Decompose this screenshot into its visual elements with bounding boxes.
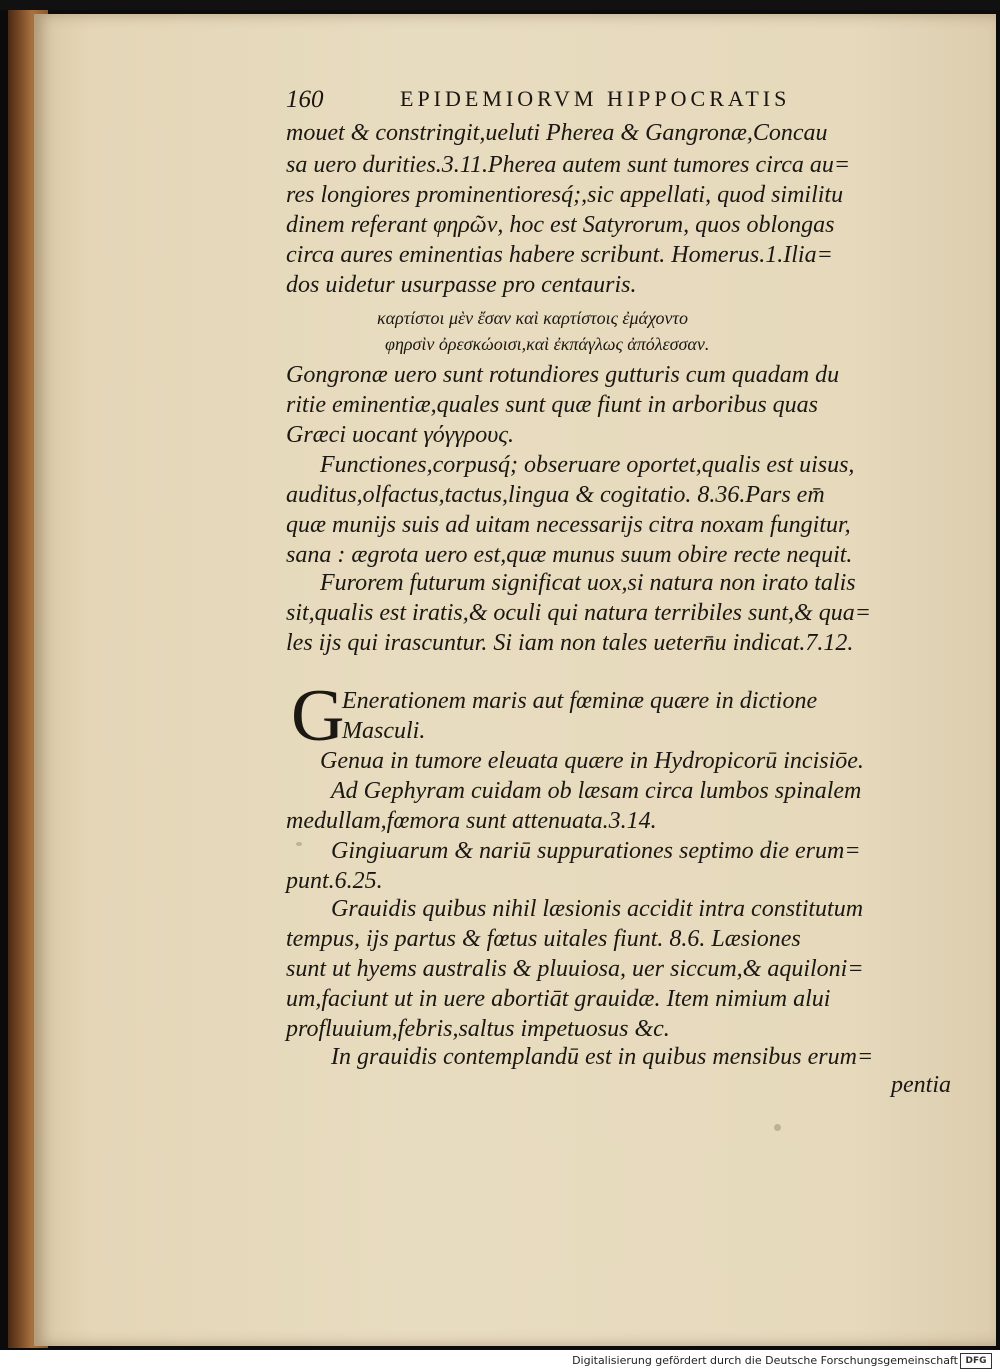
text-line: Genua in tumore eleuata quære in Hydropicorū incisiōe. <box>320 748 864 774</box>
text-line: Ad Gephyram cuidam ob læsam circa lumbos spinalem <box>331 778 862 804</box>
text-line: circa aures eminentias habere scribunt. Homerus.1.Ilia= <box>286 242 833 268</box>
text-line: Grauidis quibus nihil læsionis accidit intra constitutum <box>331 896 864 922</box>
text-line: sana : ægrota uero est,quæ munus suum obire recte nequit. <box>286 542 853 568</box>
text-line: Enerationem maris aut fœminæ quære in dictione <box>342 688 818 714</box>
text-line: um,faciunt ut in uere abortiāt grauidæ. Item nimium alui <box>286 986 831 1012</box>
text-line: dinem referant φηρῶν, hoc est Satyrorum, quos oblongas <box>286 212 835 238</box>
paper-spot <box>296 842 302 846</box>
text-line: quæ munijs suis ad uitam necessarijs citra noxam fungitur, <box>286 512 851 538</box>
text-line: res longiores prominentioresq́;,sic appellati, quod similitu <box>286 182 844 208</box>
text-line: Masculi. <box>342 718 426 744</box>
paper-spot <box>774 1124 781 1131</box>
text-line: sa uero durities.3.11.Pherea autem sunt tumores circa au= <box>286 152 851 178</box>
running-title: EPIDEMIORVM HIPPOCRATIS <box>400 86 791 111</box>
text-line: medullam,fœmora sunt attenuata.3.14. <box>286 808 657 834</box>
footer-bar <box>0 1350 1000 1372</box>
dfg-logo: DFG <box>960 1353 992 1369</box>
running-head <box>286 86 946 116</box>
text-line: sit,qualis est iratis,& oculi qui natura terribiles sunt,& qua= <box>286 600 871 626</box>
page-number: 160 <box>286 86 324 113</box>
text-line: les ijs qui irascuntur. Si iam non tales uetern̄u indicat.7.12. <box>286 630 854 656</box>
scanner-top-bar <box>0 0 1000 10</box>
text-line: Furorem futurum significat uox,si natura non irato talis <box>320 570 856 596</box>
text-line: punt.6.25. <box>286 868 383 894</box>
greek-verse-line: φηρσὶν ὀρεσκώοισι,καὶ ἐκπάγλως ἀπόλεσσαν. <box>385 334 710 354</box>
greek-verse-line: καρτίστοι μὲν ἔσαν καὶ καρτίστοις ἐμάχοντο <box>377 308 688 328</box>
text-line: auditus,olfactus,tactus,lingua & cogitatio. 8.36.Pars em̄ <box>286 482 825 508</box>
text-line: sunt ut hyems australis & pluuiosa, uer siccum,& aquiloni= <box>286 956 864 982</box>
catchword: pentia <box>891 1072 951 1098</box>
text-line: profluuium,febris,saltus impetuosus &c. <box>286 1016 670 1042</box>
text-line: mouet & constringit,ueluti Pherea & Gangronæ,Concau <box>286 120 828 146</box>
text-line: In grauidis contemplandū est in quibus mensibus erum= <box>331 1044 874 1070</box>
drop-initial: G <box>291 675 345 757</box>
funding-credit: Digitalisierung gefördert durch die Deutsche Forschungsgemeinschaft <box>572 1354 958 1367</box>
text-line: dos uidetur usurpasse pro centauris. <box>286 272 637 298</box>
text-line: tempus, ijs partus & fœtus uitales fiunt. 8.6. Læsiones <box>286 926 801 952</box>
text-line: Gongronæ uero sunt rotundiores gutturis cum quadam du <box>286 362 840 388</box>
text-line: Functiones,corpusq́; obseruare oportet,qualis est uisus, <box>320 452 855 478</box>
text-line: Gingiuarum & nariū suppurationes septimo die erum= <box>331 838 861 864</box>
text-line: Græci uocant γόγγρους. <box>286 422 514 448</box>
text-line: ritie eminentiæ,quales sunt quæ fiunt in arboribus quas <box>286 392 819 418</box>
